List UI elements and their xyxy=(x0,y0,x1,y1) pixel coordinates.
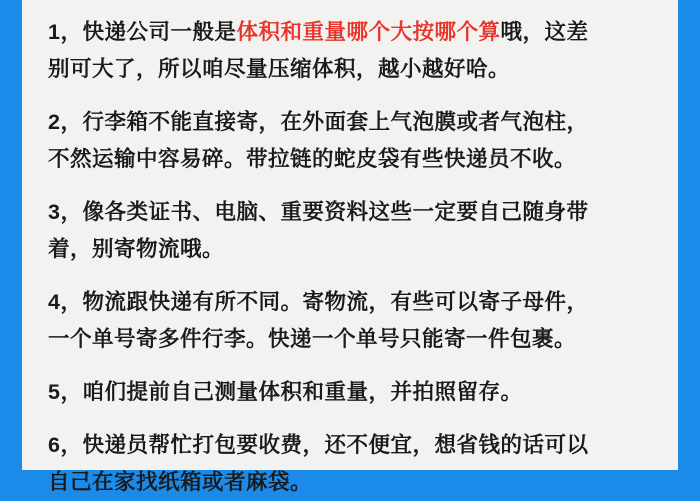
body-text: 6，快递员帮忙打包要收费，还不便宜，想省钱的话可以 xyxy=(48,433,589,457)
highlighted-text: 体积和重量哪个大按哪个算 xyxy=(236,20,501,44)
paragraph-5-line-1 xyxy=(48,374,652,411)
paragraph-3-line-2 xyxy=(48,231,652,268)
paragraph-2 xyxy=(48,104,652,178)
body-text: 一个单号寄多件行李。快递一个单号只能寄一件包裹。 xyxy=(48,327,577,351)
paragraph-3-line-1 xyxy=(48,194,652,231)
paragraph-list xyxy=(48,14,652,501)
paragraph-4-line-2 xyxy=(48,321,652,358)
paragraph-1-line-2 xyxy=(48,51,652,88)
body-text: 着，别寄物流哦。 xyxy=(48,237,225,261)
body-text: 4，物流跟快递有所不同。寄物流，有些可以寄子母件， xyxy=(48,290,589,314)
body-text: 哦，这差 xyxy=(500,20,589,44)
body-text: 2，行李箱不能直接寄，在外面套上气泡膜或者气泡柱， xyxy=(48,110,589,134)
body-text: 不然运输中容易碎。带拉链的蛇皮袋有些快递员不收。 xyxy=(48,147,577,171)
paragraph-6 xyxy=(48,427,652,501)
body-text: 自己在家找纸箱或者麻袋。 xyxy=(48,470,313,494)
text-card xyxy=(22,0,678,494)
body-text: 3，像各类证书、电脑、重要资料这些一定要自己随身带 xyxy=(48,200,589,224)
paragraph-5 xyxy=(48,374,652,411)
body-text: 1，快递公司一般是 xyxy=(48,20,237,44)
paragraph-3 xyxy=(48,194,652,268)
paragraph-2-line-1 xyxy=(48,104,652,141)
paragraph-4-line-1 xyxy=(48,284,652,321)
paragraph-1 xyxy=(48,14,652,88)
paragraph-2-line-2 xyxy=(48,141,652,178)
body-text: 5，咱们提前自己测量体积和重量，并拍照留存。 xyxy=(48,380,523,404)
paragraph-1-line-1 xyxy=(48,14,652,51)
paragraph-6-line-1 xyxy=(48,427,652,464)
paragraph-4 xyxy=(48,284,652,358)
body-text: 别可大了，所以咱尽量压缩体积，越小越好哈。 xyxy=(48,57,511,81)
